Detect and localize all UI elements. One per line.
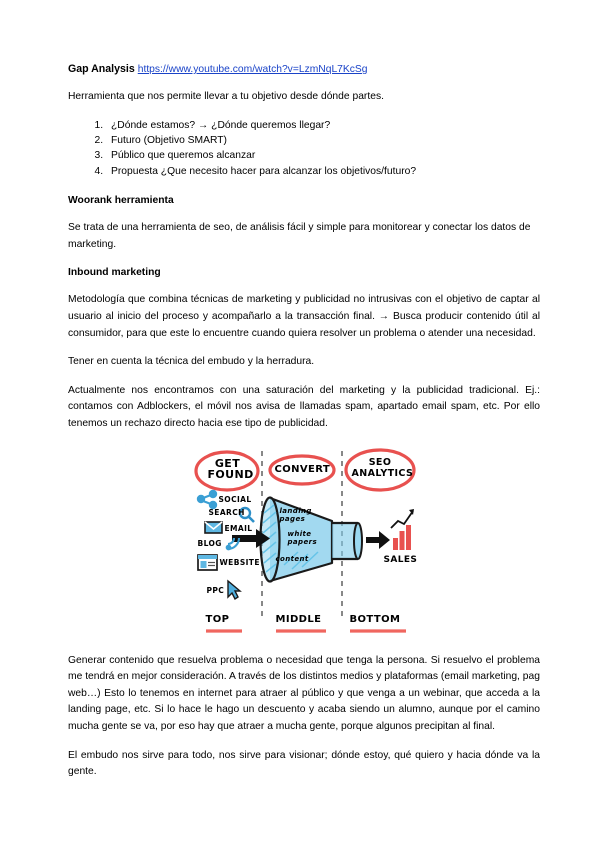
youtube-video-link[interactable]: https://www.youtube.com/watch?v=LzmNqL7KcSg bbox=[137, 64, 368, 75]
website-icon bbox=[198, 555, 217, 570]
document-title-row bbox=[68, 62, 540, 77]
closing-paragraph-1: Generar contenido que resuelva problema o necesidad que tenga la persona. Si resuelvo el problema me tendrá en mejor consideración. A través de los distintos medios y plataformas (email marketing, pag web…) Esto lo tenemos en internet para atraer al público y que venga a un webinar, que acceda a la landing page, etc. Si lo hace le hago un descuento y acaba siendo un alumno, aunque por el camino mucha gente se va, por eso hay que atraer a mucha gente, porque algunos precipitan al final. bbox=[68, 654, 540, 732]
woorank-paragraph: Se trata de una herramienta de seo, de análisis fácil y simple para monitorear y conectar los datos de marketing. bbox=[68, 222, 531, 250]
section-heading-woorank: Woorank herramienta bbox=[68, 195, 174, 207]
inbound-paragraph-3: Actualmente nos encontramos con una saturación del marketing y la publicidad tradicional. Ej.: contamos con Adblockers, el móvil nos avisa de llamadas spam, apartado email spam, etc. Por ello tenemos un rechazo directo hacia ese tipo de publicidad. bbox=[68, 384, 540, 429]
list-item: 2. Futuro (Objetivo SMART) bbox=[106, 133, 540, 148]
outcome-label-sales: SALES bbox=[383, 554, 418, 565]
channel-label-ppc: PPC bbox=[206, 585, 225, 595]
page-title: Gap Analysis bbox=[68, 63, 135, 75]
funnel-label-landing-pages: landing pages bbox=[279, 506, 312, 523]
stage-footer-bottom: BOTTOM bbox=[349, 613, 401, 625]
section-heading-inbound: Inbound marketing bbox=[68, 267, 161, 279]
stage-footer-middle: MIDDLE bbox=[275, 613, 322, 625]
channel-label-blog: BLOG bbox=[197, 538, 222, 548]
list-item: 4. Propuesta ¿Que necesito hacer para alcanzar los objetivos/futuro? bbox=[106, 164, 540, 179]
bubble-label-convert: CONVERT bbox=[274, 463, 331, 475]
funnel-figure-container bbox=[68, 445, 540, 635]
inbound-marketing-funnel-diagram bbox=[192, 445, 417, 635]
list-item: 3. Público que queremos alcanzar bbox=[106, 148, 540, 163]
channel-label-social: SOCIAL bbox=[218, 494, 252, 504]
closing-paragraph-2: El embudo nos sirve para todo, nos sirve para visionar; dónde estoy, qué quiero y hacia dónde va la gente. bbox=[68, 749, 540, 778]
stage-footer-top: TOP bbox=[205, 613, 230, 625]
funnel-label-white-papers: white papers bbox=[287, 529, 318, 546]
funnel-spout-cap bbox=[354, 523, 362, 559]
click-cursor-icon bbox=[228, 581, 240, 599]
email-icon bbox=[205, 522, 222, 533]
social-share-icon bbox=[197, 490, 215, 507]
channel-label-search: SEARCH bbox=[208, 507, 245, 517]
list-item: 1. ¿Dónde estamos? → ¿Dónde queremos llegar? bbox=[106, 118, 540, 133]
sales-bar-chart-icon bbox=[391, 509, 414, 550]
outflow-arrow-icon bbox=[366, 531, 390, 549]
inbound-paragraph-1: Metodología que combina técnicas de marketing y publicidad no intrusivas con el objetivo de captar al usuario al inicio del proceso y acompañarlo a la transacción final. → Busca producir contenido útil al consumidor, para que este lo encuentre cuando quiera resolver un problema o atender una necesidad. bbox=[68, 294, 540, 339]
bubble-label-get-found: GET FOUND bbox=[207, 456, 254, 482]
channel-label-website: WEBSITE bbox=[219, 557, 260, 567]
intro-paragraph: Herramienta que nos permite llevar a tu objetivo desde dónde partes. bbox=[68, 91, 384, 102]
funnel-label-content: content bbox=[275, 554, 309, 563]
inbound-paragraph-2: Tener en cuenta la técnica del embudo y la herradura. bbox=[68, 356, 315, 368]
gap-analysis-list bbox=[68, 118, 540, 180]
bubble-label-seo-analytics: SEO ANALYTICS bbox=[351, 456, 414, 480]
channel-label-email: EMAIL bbox=[224, 523, 253, 533]
